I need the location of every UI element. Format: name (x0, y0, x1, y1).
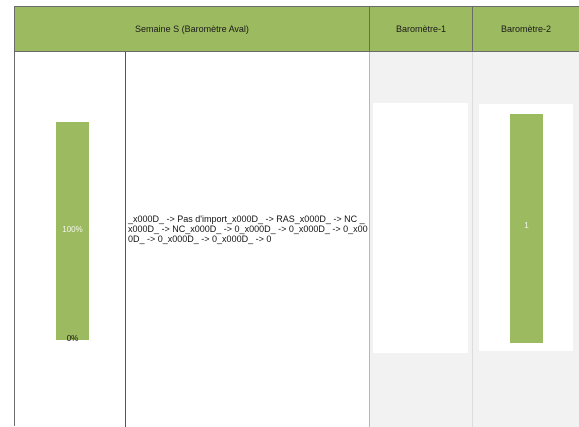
table-body (15, 52, 579, 427)
header-barometre-2: Baromètre-2 (500, 24, 552, 34)
barometre-1-panel (373, 103, 468, 353)
barometer-table (14, 6, 579, 426)
table-header (15, 7, 579, 52)
header-barometre-1: Baromètre-1 (370, 7, 473, 51)
semaine-bar-bottom-label: 0% (66, 334, 79, 343)
semaine-status-cell (126, 52, 370, 427)
barometre-2-cell (473, 52, 579, 427)
header-semaine-s: Semaine S (Baromètre Aval) (15, 7, 370, 51)
barometre-1-cell (370, 52, 473, 427)
barometre-2-bar-label: 1 (524, 221, 529, 230)
semaine-bar-cell (15, 52, 126, 427)
status-text: _x000D_ -> Pas d'import_x000D_ -> RAS_x000D_ -> NC _x000D_ -> NC_x000D_ -> 0_x000D_ -> 0_x000D_ -> 0_x000D_ -> 0_x000D_ -> 0_x000D_ -> 0 (128, 214, 368, 244)
barometre-2-panel (479, 104, 573, 351)
semaine-bar-top-label: 100% (62, 225, 83, 234)
